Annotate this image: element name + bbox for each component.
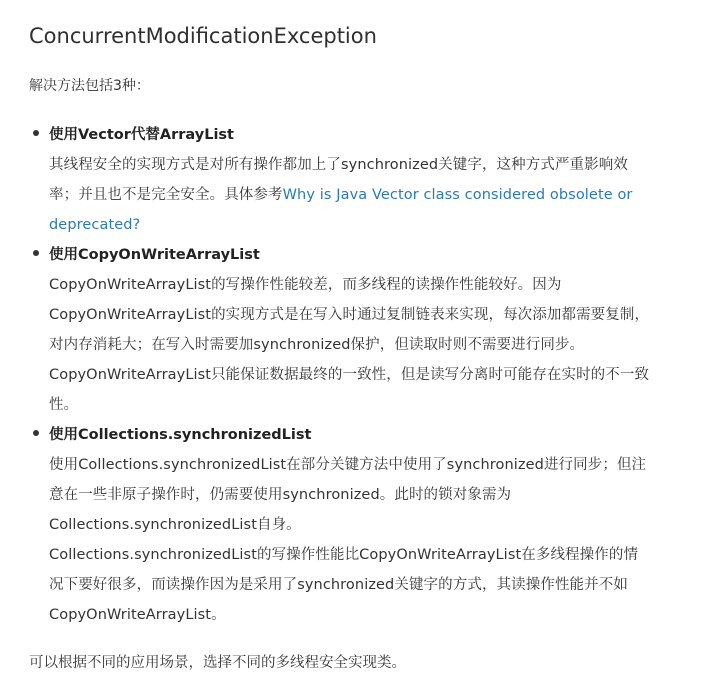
method-body (49, 150, 650, 240)
list-item (0, 120, 650, 240)
list-item (0, 420, 650, 630)
list-item (0, 240, 650, 420)
bullet-icon (33, 130, 39, 136)
bullet-icon (33, 250, 39, 256)
method-paragraph (49, 150, 650, 240)
method-paragraph: CopyOnWriteArrayList的写操作性能较差，而多线程的读操作性能较好。因为CopyOnWriteArrayList的实现方式是在写入时通过复制链表来实现，每次添加都需要复制，对内存消耗大；在写入时需要加synchronized保护，但读取时则不需要进行同步。 (49, 277, 650, 353)
reference-link[interactable]: Why is Java Vector class considered obsolete or deprecated? (49, 187, 633, 233)
method-body (49, 270, 650, 420)
method-heading: 使用CopyOnWriteArrayList (49, 247, 260, 263)
method-body (49, 450, 650, 630)
bullet-icon (33, 430, 39, 436)
method-paragraph: 使用Collections.synchronizedList在部分关键方法中使用了synchronized进行同步；但注意在一些非原子操作时，仍需要使用synchronized。此时的锁对象需为Collections.synchronizedList自身。 (49, 457, 647, 533)
conclusion-text: 可以根据不同的应用场景，选择不同的多线程安全实现类。 (29, 655, 406, 671)
method-heading: 使用Vector代替ArrayList (49, 127, 234, 143)
method-heading: 使用Collections.synchronizedList (49, 427, 312, 443)
article-title: ConcurrentModificationException (29, 24, 377, 48)
methods-list (0, 120, 704, 630)
method-text: 其线程安全的实现方式是对所有操作都加上了synchronized关键字，这种方式严重影响效率；并且也不是完全安全。具体参考 (49, 157, 628, 203)
intro-text: 解决方法包括3种： (29, 78, 150, 94)
method-paragraph: CopyOnWriteArrayList只能保证数据最终的一致性，但是读写分离时可能存在实时的不一致性。 (49, 367, 650, 413)
method-paragraph: Collections.synchronizedList的写操作性能比CopyOnWriteArrayList在多线程操作的情况下要好很多，而读操作因为是采用了synchronized关键字的方式，其读操作性能并不如CopyOnWriteArrayList。 (49, 547, 639, 623)
